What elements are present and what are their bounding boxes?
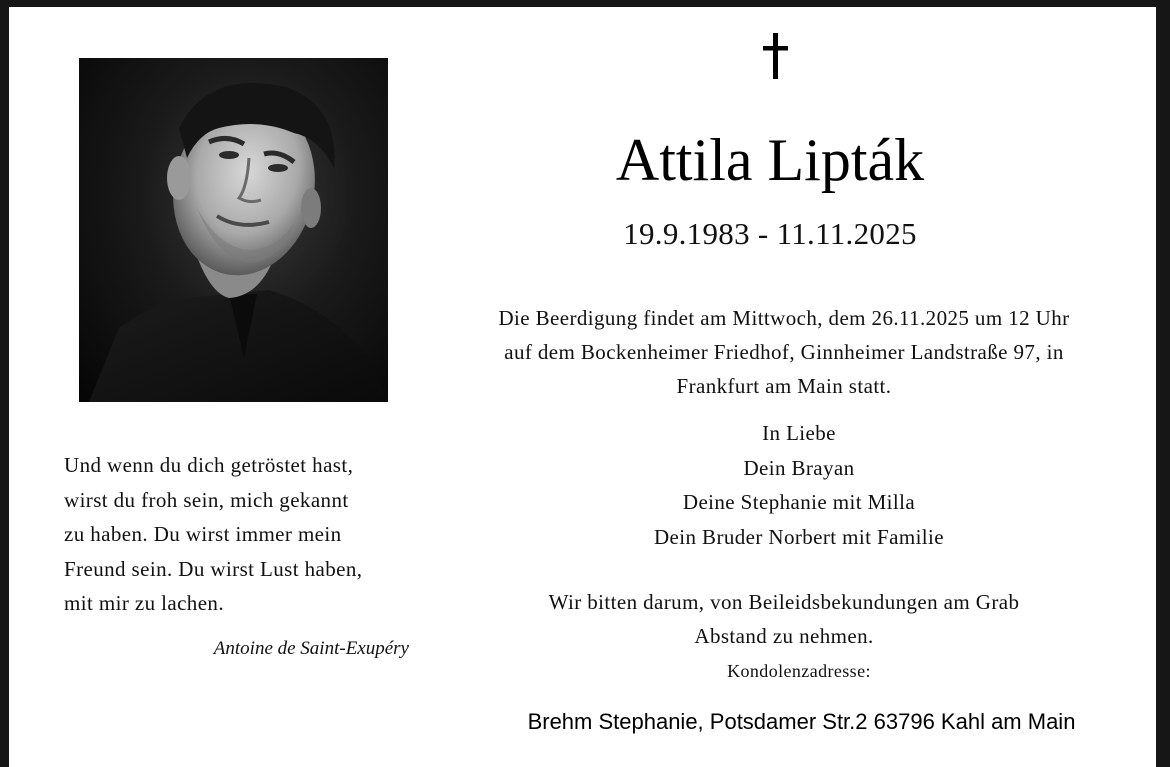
quote-author: Antoine de Saint-Exupéry <box>213 638 409 659</box>
mourners-list <box>549 416 1049 554</box>
quote-line: Und wenn du dich getröstet hast, <box>64 453 354 477</box>
life-dates: 19.9.1983 - 11.11.2025 <box>623 216 917 251</box>
cross-icon <box>754 31 798 81</box>
portrait-illustration <box>79 58 388 402</box>
quote-line: wirst du froh sein, mich gekannt <box>64 487 349 512</box>
mourner-line: Dein Bruder Norbert mit Familie <box>653 524 944 549</box>
quote-line: mit mir zu lachen. <box>64 591 224 615</box>
funeral-line: auf dem Bockenheimer Friedhof, Ginnheimer Landstraße 97, in <box>504 340 1064 364</box>
mourner-line: Deine Stephanie mit Milla <box>682 490 916 514</box>
mourner-line: Dein Brayan <box>743 455 855 480</box>
mourner-line: In Liebe <box>762 421 836 445</box>
quote-line: zu haben. Du wirst immer mein <box>64 522 342 546</box>
quote-line: Freund sein. Du wirst Lust haben, <box>64 556 363 581</box>
condolence-request <box>449 585 1119 653</box>
memorial-quote <box>64 448 424 621</box>
condolence-address: Brehm Stephanie, Potsdamer Str.2 63796 Kahl am Main <box>527 709 1076 734</box>
condolence-label: Kondolenzadresse: <box>727 661 871 681</box>
portrait-photo <box>79 58 388 402</box>
obituary-card <box>9 7 1156 767</box>
funeral-line: Frankfurt am Main statt. <box>676 374 892 398</box>
request-line: Wir bitten darum, von Beileidsbekundungen am Grab <box>548 590 1020 614</box>
request-line: Abstand zu nehmen. <box>694 624 874 648</box>
deceased-name: Attila Lipták <box>615 127 925 193</box>
funeral-line: Die Beerdigung findet am Mittwoch, dem 26.11.2025 um 12 Uhr <box>498 306 1070 330</box>
funeral-announcement <box>449 301 1119 403</box>
